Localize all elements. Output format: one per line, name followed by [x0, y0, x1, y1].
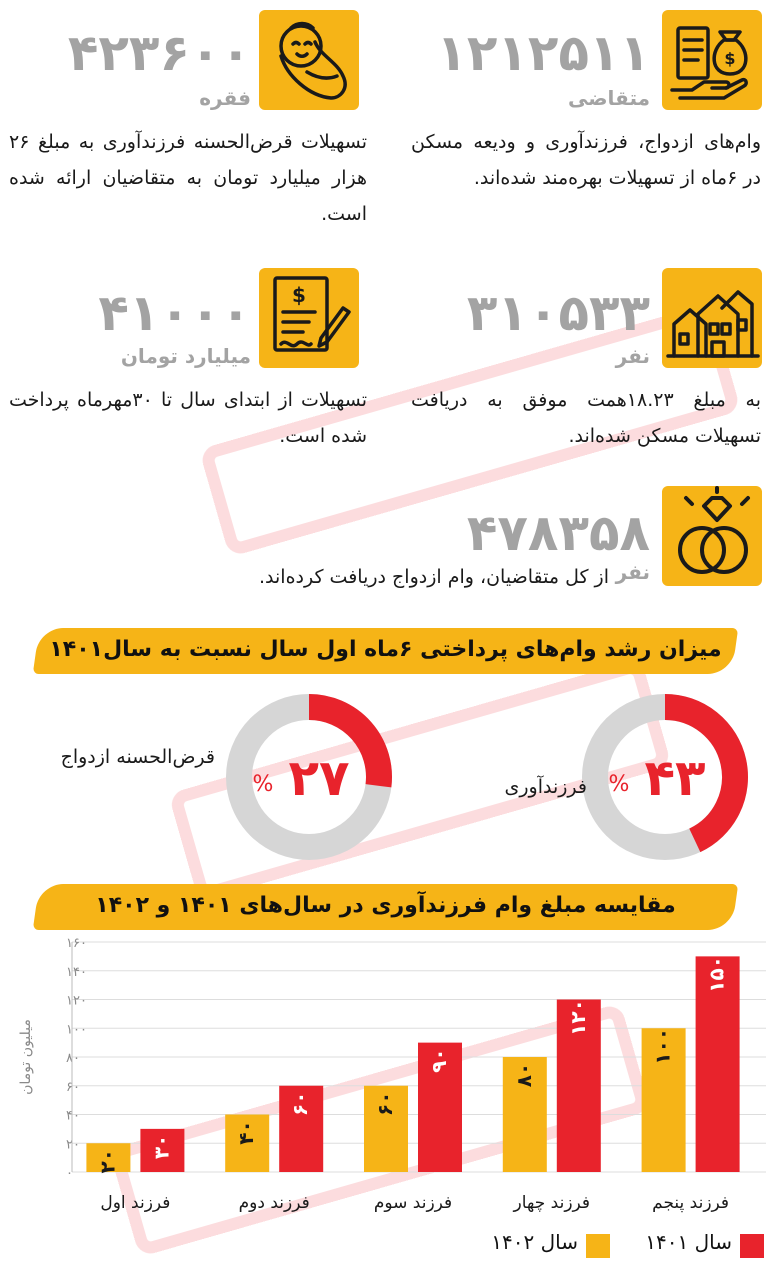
bar-value-label: ۴۰ [234, 1120, 259, 1145]
stat-unit-housing: نفر [615, 344, 650, 368]
bar-value-label: ۶۰ [288, 1091, 313, 1116]
bar-chart [0, 930, 771, 1220]
growth-title-band [0, 622, 771, 678]
stat-desc-total-amount: تسهیلات از ابتدای سال تا ۳۰مهرماه پرداخت شده است. [9, 389, 367, 447]
y-axis-label: میلیون تومان [18, 1019, 34, 1095]
x-tick-label: فرزند پنجم [652, 1193, 730, 1213]
y-tick-label: ۱۶۰ [66, 936, 87, 951]
donut-percent-sign: % [608, 772, 630, 797]
svg-text:$: $ [724, 49, 736, 68]
y-tick-label: ۱۰۰ [66, 1022, 87, 1038]
legend-label-1402: سال ۱۴۰۲ [491, 1230, 578, 1254]
y-tick-label: ۲۰ [66, 1137, 80, 1153]
y-tick-label: ۰ [66, 1166, 73, 1181]
legend-1402 [460, 1228, 610, 1262]
chart-title-band [0, 878, 771, 934]
bar-value-label: ۶۰ [373, 1091, 397, 1116]
wedding-rings-icon [662, 486, 762, 586]
stat-desc-housing: به مبلغ ۱۸.۲۳همت موفق به دریافت تسهیلات مسکن شده‌اند. [411, 389, 761, 447]
stat-desc-applicants: وام‌های ازدواج، فرزندآوری و ودیعه مسکن در ۶ماه از تسهیلات بهره‌مند شده‌اند. [411, 131, 761, 189]
money-bag-icon [662, 10, 762, 110]
bar-value-label: ۸۰ [511, 1062, 536, 1088]
legend-label-1401: سال ۱۴۰۱ [645, 1230, 732, 1254]
x-tick-label: فرزند سوم [373, 1193, 453, 1213]
bar-value-label: ۹۰ [427, 1048, 451, 1073]
y-tick-label: ۱۲۰ [66, 993, 87, 1009]
stat-value-childbirth-loans: ۴۲۳۶۰۰ [67, 24, 251, 82]
chart-title: مقایسه مبلغ وام فرزندآوری در سال‌های ۱۴۰۱ و ۱۴۰۲ [95, 893, 676, 918]
donut-marriage [222, 690, 396, 864]
donut-percent-sign: % [252, 772, 274, 797]
stat-value-marriage: ۴۷۸۳۵۸ [466, 504, 650, 562]
y-tick-label: ۴۰ [66, 1108, 80, 1124]
bar-value-label: ۳۰ [149, 1134, 174, 1160]
x-tick-label: فرزند دوم [238, 1193, 310, 1213]
svg-text:$: $ [292, 283, 306, 307]
bar-value-label: ۱۲۰ [565, 999, 590, 1036]
stat-desc-marriage: از کل متقاضیان، وام ازدواج دریافت کرده‌اند. [258, 566, 609, 588]
donut-childbirth [578, 690, 752, 864]
donut-value: ۲۷ [288, 749, 350, 807]
legend-swatch-1402 [586, 1234, 610, 1258]
donut-label-marriage: قرض‌الحسنه ازدواج [60, 746, 215, 768]
donut-value: ۴۳ [644, 749, 706, 807]
stat-desc-childbirth-loans: تسهیلات قرض‌الحسنه فرزندآوری به مبلغ ۲۶ هزار میلیارد تومان به متقاضیان ارائه شده است. [9, 131, 367, 225]
y-tick-label: ۱۴۰ [66, 964, 87, 980]
houses-icon [662, 268, 762, 368]
bar-value-label: ۱۵۰ [704, 956, 729, 993]
stat-unit-marriage: نفر [615, 560, 650, 584]
growth-title: میزان رشد وام‌های پرداختی ۶ماه اول سال نسبت به سال۱۴۰۱ [49, 637, 722, 662]
y-tick-label: ۶۰ [66, 1079, 80, 1095]
x-tick-label: فرزند چهار [513, 1193, 591, 1213]
bar-value-label: ۲۰ [95, 1149, 120, 1174]
x-tick-label: فرزند اول [100, 1193, 171, 1213]
legend-swatch-1401 [740, 1234, 764, 1258]
baby-icon [259, 10, 359, 110]
legend-1401 [634, 1228, 764, 1262]
stat-unit-childbirth-loans: فقره [199, 86, 251, 110]
stat-value-applicants: ۱۲۱۲۵۱۱ [436, 24, 650, 82]
stat-unit-total-amount: میلیارد تومان [120, 344, 251, 368]
stat-value-housing: ۳۱۰۵۳۳ [466, 284, 650, 342]
stat-unit-applicants: متقاضی [567, 86, 650, 110]
bar-value-label: ۱۰۰ [650, 1027, 675, 1065]
donut-label-childbirth: فرزندآوری [504, 776, 587, 798]
stat-value-total-amount: ۴۱۰۰۰ [98, 284, 251, 342]
y-tick-label: ۸۰ [66, 1051, 80, 1066]
signed-document-icon [259, 268, 359, 368]
